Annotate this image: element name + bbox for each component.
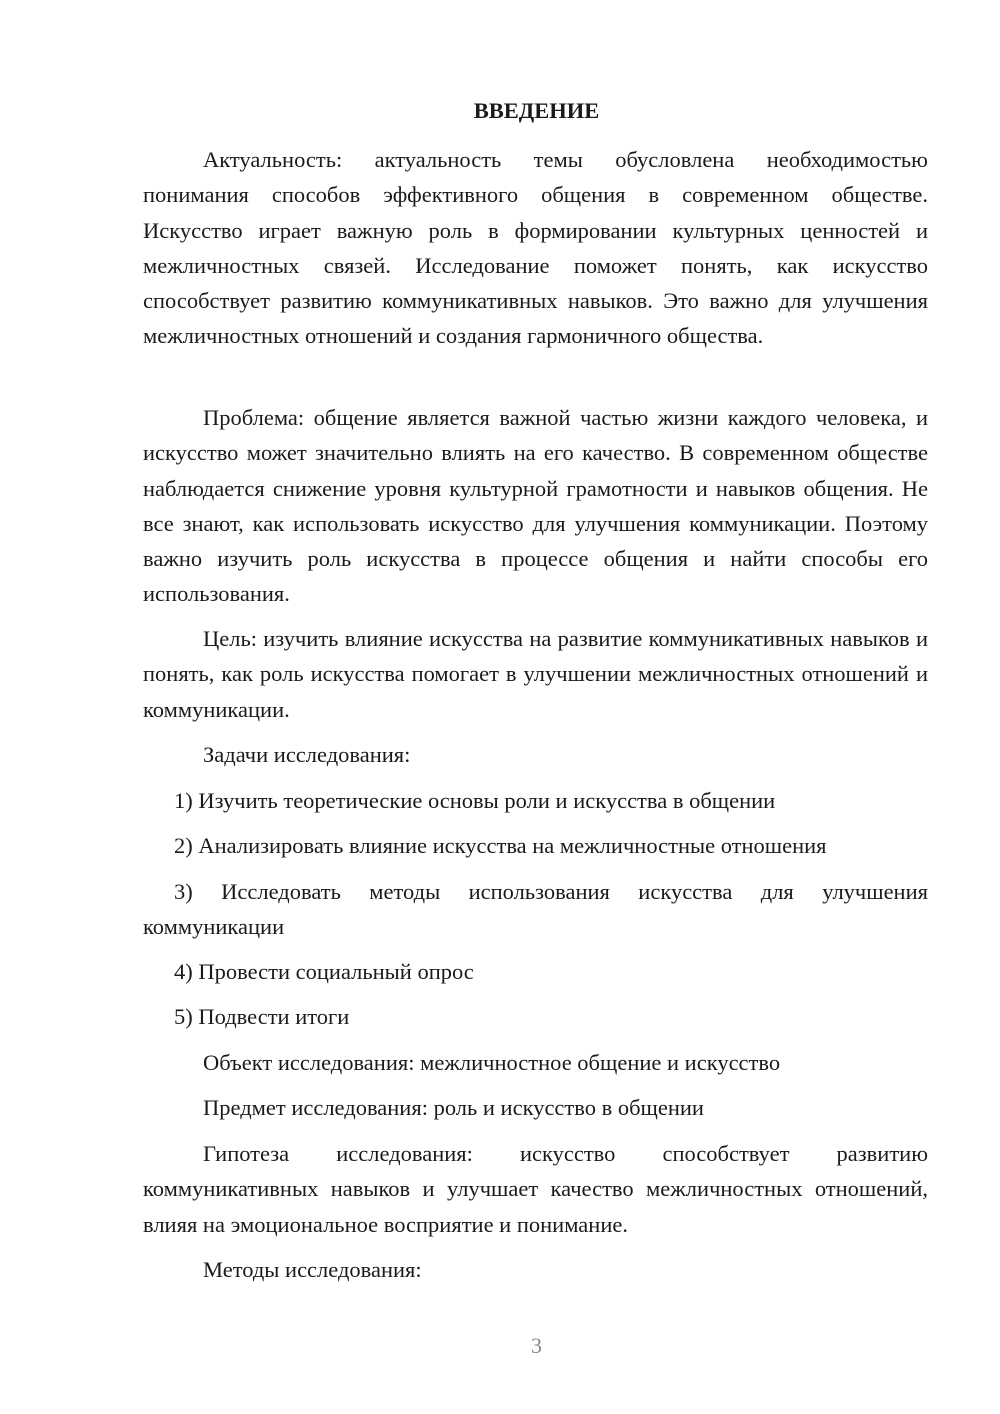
task-item-1: 1) Изучить теоретические основы роли и искусства в общении xyxy=(174,788,776,813)
paragraph-goal: Цель: изучить влияние искусства на развитие коммуникативных навыков и понять, как роль искусства помогает в улучшении межличностных отношений и коммуникации. xyxy=(143,626,928,722)
paragraph-problem: Проблема: общение является важной частью жизни каждого человека, и искусство может значительно влиять на его качество. В современном обществе наблюдается снижение уровня культурной грамотности и навыков общения. Не все знают, как использовать искусство для улучшения коммуникации. Поэтому важно изучить роль искусства в процессе общения и найти способы его использования. xyxy=(143,405,928,607)
task-item-4: 4) Провести социальный опрос xyxy=(174,959,474,984)
paragraph-subject: Предмет исследования: роль и искусство в общении xyxy=(203,1095,704,1120)
page-number: 3 xyxy=(531,1333,542,1358)
paragraph-object: Объект исследования: межличностное общение и искусство xyxy=(203,1050,781,1075)
paragraph-methods: Методы исследования: xyxy=(203,1257,422,1282)
page-title: ВВЕДЕНИЕ xyxy=(473,98,600,123)
task-item-5: 5) Подвести итоги xyxy=(174,1004,350,1029)
task-item-3: 3) Исследовать методы использования искусства для улучшения коммуникации xyxy=(143,879,928,940)
paragraph-hypothesis: Гипотеза исследования: искусство способствует развитию коммуникативных навыков и улучшает качество межличностных отношений, влияя на эмоциональное восприятие и понимание. xyxy=(143,1141,928,1237)
paragraph-relevance: Актуальность: актуальность темы обусловлена необходимостью понимания способов эффективного общения в современном обществе. Искусство играет важную роль в формировании культурных ценностей и межличностных связей. Исследование поможет понять, как искусство способствует развитию коммуникативных навыков. Это важно для улучшения межличностных отношений и создания гармоничного общества. xyxy=(143,147,928,349)
task-item-2: 2) Анализировать влияние искусства на межличностные отношения xyxy=(174,833,827,858)
tasks-heading: Задачи исследования: xyxy=(203,742,411,767)
